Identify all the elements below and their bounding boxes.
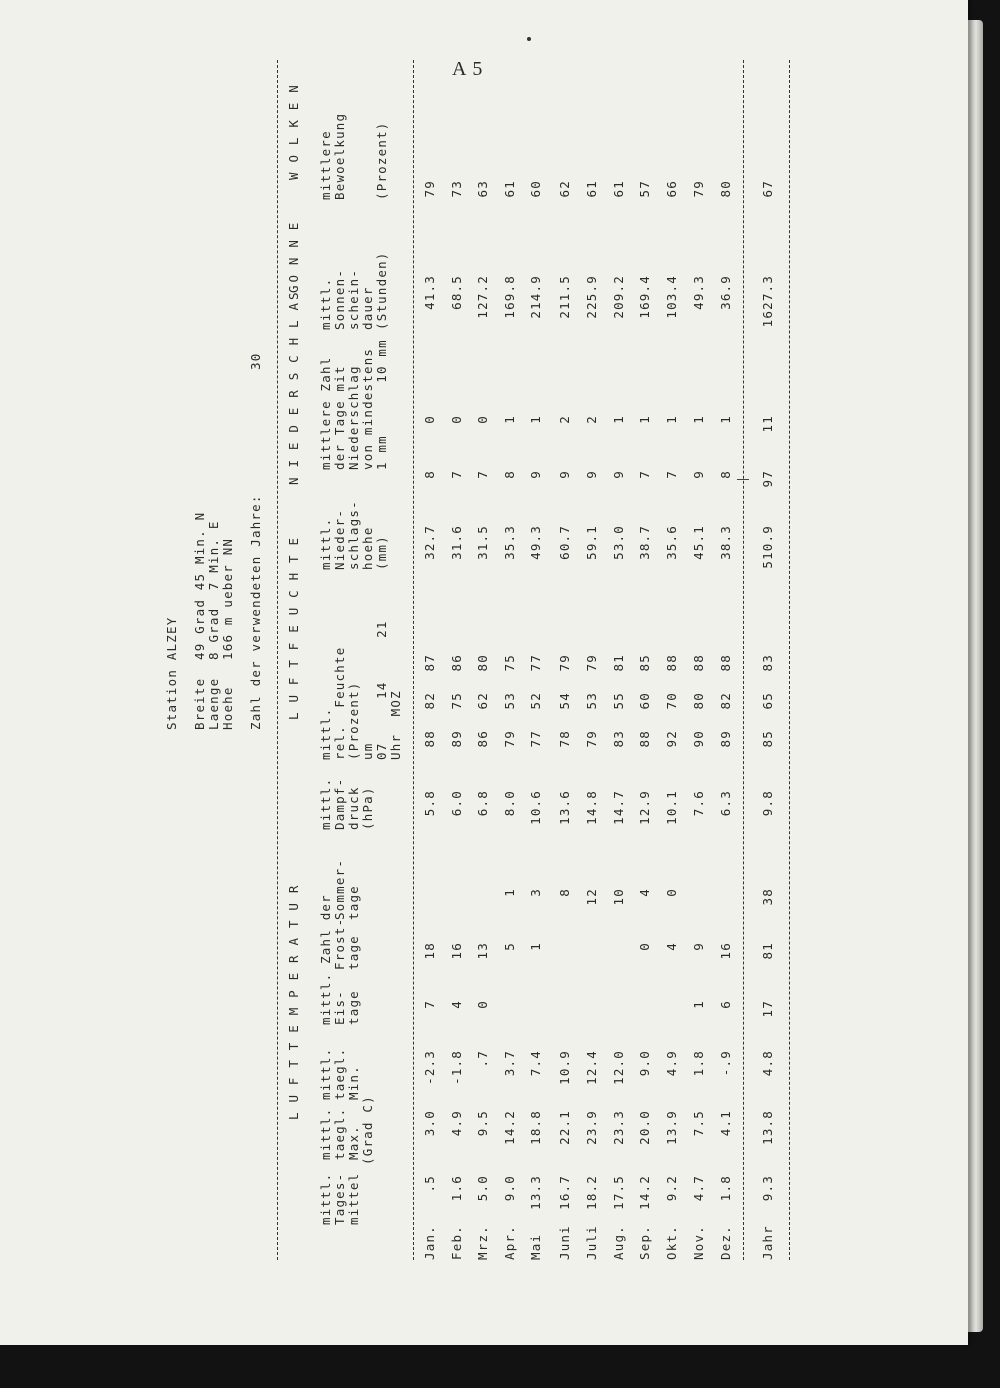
row-dez-tm: 1.8 (718, 1175, 733, 1202)
row-juni-n10: 2 (557, 415, 572, 424)
row-aug-tm: 17.5 (611, 1175, 626, 1210)
row-jan-min: -2.3 (422, 1050, 437, 1085)
row-mrz-sonne: 127.2 (475, 275, 490, 319)
column-header-sonnenschein: (Stunden) (374, 251, 389, 330)
row-nov-f07: 90 (691, 730, 706, 748)
row-mrz-nh: 31.5 (475, 525, 490, 560)
row-okt-n10: 1 (664, 415, 679, 424)
row-aug-f14: 55 (611, 692, 626, 710)
row-mrz-min: .7 (475, 1050, 490, 1068)
row-juli-nh: 59.1 (584, 525, 599, 560)
row-aug-n1: 9 (611, 470, 626, 479)
row-nov-nh: 45.1 (691, 525, 706, 560)
column-header-max: Max. (346, 1125, 361, 1160)
column-header-sonnenschein: Sonnen- (332, 268, 347, 330)
breite-label: Breite (192, 677, 207, 730)
column-header-eistage: tage (346, 990, 361, 1025)
column-header-tagesmittel: mittl. (318, 1172, 333, 1225)
row-nov-eis: 1 (691, 1000, 706, 1009)
row-nov-f21: 88 (691, 654, 706, 672)
row-aug-wolken: 61 (611, 180, 626, 198)
row-feb-min: -1.8 (449, 1050, 464, 1085)
row-jan-n1: 8 (422, 470, 437, 479)
row-nov-f14: 80 (691, 692, 706, 710)
row-juli-min: 12.4 (584, 1050, 599, 1085)
row-jan-dampf: 5.8 (422, 790, 437, 817)
row-mrz-month: Mrz. (475, 1225, 490, 1260)
column-header-sommertage: Sommer- (332, 858, 347, 920)
column-header-frosttage: tage (346, 935, 361, 970)
row-mai-tm: 13.3 (528, 1175, 543, 1210)
row-apr-tm: 9.0 (502, 1175, 517, 1202)
row-juli-dampf: 14.8 (584, 790, 599, 825)
row-apr-month: Apr. (502, 1225, 517, 1260)
column-header-niederschlagshoehe: hoehe (360, 526, 375, 570)
row-mai-n10: 1 (528, 415, 543, 424)
column-header-tage-mit: von mindestens (360, 347, 375, 470)
column-header-sonnenschein: mittl. (318, 277, 333, 330)
row-dez-f21: 88 (718, 654, 733, 672)
row-jan-max: 3.0 (422, 1110, 437, 1137)
row-okt-frost: 4 (664, 942, 679, 951)
column-header-rel-feuchte: (Prozent) (346, 681, 361, 760)
group-niederschlag: N I E D E R S C H L A G (286, 284, 301, 485)
row-nov-month: Nov. (691, 1225, 706, 1260)
row-dez-frost: 16 (718, 942, 733, 960)
row-jan-tm: .5 (422, 1175, 437, 1193)
row-dez-max: 4.1 (718, 1110, 733, 1137)
row-feb-n1: 7 (449, 470, 464, 479)
column-header-hpa: (hPa) (360, 786, 375, 830)
row-mai-frost: 1 (528, 942, 543, 951)
row-sep-sommer: 4 (637, 888, 652, 897)
row-jahr-eis: 17 (760, 1000, 775, 1018)
column-header-prozent: (Prozent) (374, 121, 389, 200)
row-sep-n1: 7 (637, 470, 652, 479)
row-jahr-f07: 85 (760, 730, 775, 748)
row-nov-frost: 9 (691, 942, 706, 951)
station-title: Station ALZEY (164, 616, 179, 730)
row-mrz-wolken: 63 (475, 180, 490, 198)
row-mai-f07: 77 (528, 730, 543, 748)
column-header-min: taegl. (332, 1047, 347, 1100)
row-mai-sommer: 3 (528, 888, 543, 897)
row-dez-f07: 89 (718, 730, 733, 748)
row-jan-sonne: 41.3 (422, 275, 437, 310)
column-header-rel-feuchte: rel. Feuchte (332, 646, 347, 760)
group-lufttemperatur: L U F T T E M P E R A T U R (286, 884, 301, 1120)
row-jahr-dampf: 9.8 (760, 790, 775, 817)
row-juni-f14: 54 (557, 692, 572, 710)
row-jahr-n1: 97 (760, 470, 775, 488)
row-sep-f07: 88 (637, 730, 652, 748)
row-juli-sommer: 12 (584, 888, 599, 906)
hoehe-value: 166 m ueber NN (220, 537, 235, 660)
row-sep-max: 20.0 (637, 1110, 652, 1145)
row-juni-wolken: 62 (557, 180, 572, 198)
row-mrz-n10: 0 (475, 415, 490, 424)
column-header-tage-mit: der Tage mit (332, 365, 347, 470)
row-mai-f14: 52 (528, 692, 543, 710)
row-nov-n10: 1 (691, 415, 706, 424)
column-header-max: mittl. (318, 1107, 333, 1160)
row-feb-f14: 75 (449, 692, 464, 710)
row-sep-nh: 38.7 (637, 525, 652, 560)
row-mrz-f21: 80 (475, 654, 490, 672)
row-juni-dampf: 13.6 (557, 790, 572, 825)
row-jahr-f21: 83 (760, 654, 775, 672)
row-mrz-f14: 62 (475, 692, 490, 710)
row-apr-dampf: 8.0 (502, 790, 517, 817)
row-mai-sonne: 214.9 (528, 275, 543, 319)
row-okt-f14: 70 (664, 692, 679, 710)
row-dez-n10: 1 (718, 415, 733, 424)
row-okt-dampf: 10.1 (664, 790, 679, 825)
row-juli-wolken: 61 (584, 180, 599, 198)
group-luftfeuchte: L U F T F E U C H T E (286, 536, 301, 720)
group-sonne: S O N N E (286, 221, 301, 300)
row-dez-month: Dez. (718, 1225, 733, 1260)
hoehe-label: Hoehe (220, 686, 235, 730)
row-apr-n10: 1 (502, 415, 517, 424)
column-header-frosttage: Frost- (332, 917, 347, 970)
row-sep-month: Sep. (637, 1225, 652, 1260)
row-apr-wolken: 61 (502, 180, 517, 198)
row-jahr-f14: 65 (760, 692, 775, 710)
year-top-rule (743, 60, 744, 1260)
row-feb-max: 4.9 (449, 1110, 464, 1137)
row-mrz-n1: 7 (475, 470, 490, 479)
row-okt-sommer: 0 (664, 888, 679, 897)
column-header-rel-feuchte: um (360, 742, 375, 760)
row-aug-max: 23.3 (611, 1110, 626, 1145)
row-jahr-sommer: 38 (760, 888, 775, 906)
climate-table-rotated (165, 20, 795, 1260)
laenge-label: Laenge (206, 677, 221, 730)
row-jahr-sonne: 1627.3 (760, 275, 775, 328)
column-header-tagesmittel: mittel (346, 1172, 361, 1225)
row-feb-dampf: 6.0 (449, 790, 464, 817)
row-okt-wolken: 66 (664, 180, 679, 198)
column-header-tage-mit: mittlere Zahl (318, 356, 333, 470)
row-nov-max: 7.5 (691, 1110, 706, 1137)
row-mai-dampf: 10.6 (528, 790, 543, 825)
column-header-grad: (Grad C) (360, 1095, 375, 1165)
column-header-bewoelkung: mittlere (318, 130, 333, 200)
row-okt-f07: 92 (664, 730, 679, 748)
row-jahr-max: 13.8 (760, 1110, 775, 1145)
row-dez-eis: 6 (718, 1000, 733, 1009)
row-feb-wolken: 73 (449, 180, 464, 198)
row-juli-max: 23.9 (584, 1110, 599, 1145)
row-juni-f07: 78 (557, 730, 572, 748)
column-header-bewoelkung: Bewoelkung (332, 112, 347, 200)
row-jahr-min: 4.8 (760, 1050, 775, 1077)
row-jan-f14: 82 (422, 692, 437, 710)
row-sep-n10: 1 (637, 415, 652, 424)
column-header-rel-feuchte: 07 14 21 (374, 620, 389, 760)
row-dez-sonne: 36.9 (718, 275, 733, 310)
row-juli-sonne: 225.9 (584, 275, 599, 319)
column-header-niederschlagshoehe: (mm) (374, 535, 389, 570)
row-mrz-frost: 13 (475, 942, 490, 960)
column-header-sonnenschein: dauer (360, 286, 375, 330)
header-top-rule (277, 60, 278, 1260)
row-jan-n10: 0 (422, 415, 437, 424)
column-header-dampfdruck: Dampf- (332, 777, 347, 830)
row-juli-month: Juli (584, 1225, 599, 1260)
row-jahr-wolken: 67 (760, 180, 775, 198)
row-mrz-eis: 0 (475, 1000, 490, 1009)
row-okt-f21: 88 (664, 654, 679, 672)
row-jan-month: Jan. (422, 1225, 437, 1260)
row-sep-sonne: 169.4 (637, 275, 652, 319)
row-feb-eis: 4 (449, 1000, 464, 1009)
column-header-dampfdruck: druck (346, 786, 361, 830)
column-header-zahl-der: mittl. Zahl der (318, 894, 333, 1025)
row-mai-month: Mai (528, 1233, 543, 1260)
row-aug-dampf: 14.7 (611, 790, 626, 825)
row-okt-tm: 9.2 (664, 1175, 679, 1202)
row-feb-month: Feb. (449, 1225, 464, 1260)
column-header-min: Min. (346, 1065, 361, 1100)
jahre-label: Zahl der verwendeten Jahre: (248, 494, 263, 730)
row-okt-month: Okt. (664, 1225, 679, 1260)
row-apr-f21: 75 (502, 654, 517, 672)
row-aug-f21: 81 (611, 654, 626, 672)
row-sep-f21: 85 (637, 654, 652, 672)
column-header-tage-mit: 1 mm 10 mm (374, 339, 389, 470)
row-juli-n1: 9 (584, 470, 599, 479)
row-feb-n10: 0 (449, 415, 464, 424)
column-header-rel-feuchte: Uhr MOZ (388, 690, 403, 760)
column-header-eistage: Eis- (332, 990, 347, 1025)
row-apr-n1: 8 (502, 470, 517, 479)
row-juni-sommer: 8 (557, 888, 572, 897)
row-nov-wolken: 79 (691, 180, 706, 198)
row-dez-nh: 38.3 (718, 525, 733, 560)
row-mrz-dampf: 6.8 (475, 790, 490, 817)
row-dez-f14: 82 (718, 692, 733, 710)
row-feb-f07: 89 (449, 730, 464, 748)
row-dez-min: -.9 (718, 1050, 733, 1077)
row-mrz-f07: 86 (475, 730, 490, 748)
row-sep-f14: 60 (637, 692, 652, 710)
row-apr-nh: 35.3 (502, 525, 517, 560)
row-sep-wolken: 57 (637, 180, 652, 198)
column-header-tagesmittel: Tages- (332, 1172, 347, 1225)
column-header-dampfdruck: mittl. (318, 777, 333, 830)
row-juni-month: Juni (557, 1225, 572, 1260)
row-juni-min: 10.9 (557, 1050, 572, 1085)
row-apr-frost: 5 (502, 942, 517, 951)
row-nov-sonne: 49.3 (691, 275, 706, 310)
row-feb-tm: 1.6 (449, 1175, 464, 1202)
row-nov-n1: 9 (691, 470, 706, 479)
row-juni-f21: 79 (557, 654, 572, 672)
row-apr-f07: 79 (502, 730, 517, 748)
column-header-sonnenschein: schein- (346, 268, 361, 330)
row-aug-sommer: 10 (611, 888, 626, 906)
row-nov-tm: 4.7 (691, 1175, 706, 1202)
row-jahr-month: Jahr (760, 1225, 775, 1260)
row-feb-frost: 16 (449, 942, 464, 960)
row-sep-frost: 0 (637, 942, 652, 951)
row-juni-n1: 9 (557, 470, 572, 479)
row-juni-max: 22.1 (557, 1110, 572, 1145)
column-header-max: taegl. (332, 1107, 347, 1160)
row-apr-sonne: 169.8 (502, 275, 517, 319)
row-mai-n1: 9 (528, 470, 543, 479)
row-jan-f21: 87 (422, 654, 437, 672)
group-wolken: W O L K E N (286, 84, 301, 180)
row-feb-nh: 31.6 (449, 525, 464, 560)
page-number: A 5 (452, 58, 484, 80)
tick-rule (737, 479, 749, 480)
row-aug-n10: 1 (611, 415, 626, 424)
row-sep-dampf: 12.9 (637, 790, 652, 825)
header-bottom-rule (413, 60, 414, 1260)
breite-value: 49 Grad 45 Min. N (192, 511, 207, 660)
column-header-tage-mit: Niederschlag (346, 365, 361, 470)
row-dez-wolken: 80 (718, 180, 733, 198)
column-header-min: mittl. (318, 1047, 333, 1100)
row-jan-eis: 7 (422, 1000, 437, 1009)
column-header-niederschlagshoehe: Nieder- (332, 508, 347, 570)
row-apr-sommer: 1 (502, 888, 517, 897)
row-jan-nh: 32.7 (422, 525, 437, 560)
row-aug-f07: 83 (611, 730, 626, 748)
row-juni-nh: 60.7 (557, 525, 572, 560)
row-aug-sonne: 209.2 (611, 275, 626, 319)
row-feb-f21: 86 (449, 654, 464, 672)
row-jahr-nh: 510.9 (760, 525, 775, 569)
row-okt-n1: 7 (664, 470, 679, 479)
column-header-sommertage: tage (346, 885, 361, 920)
row-feb-sonne: 68.5 (449, 275, 464, 310)
row-jan-frost: 18 (422, 942, 437, 960)
row-mai-wolken: 60 (528, 180, 543, 198)
row-okt-min: 4.9 (664, 1050, 679, 1077)
row-nov-dampf: 7.6 (691, 790, 706, 817)
column-header-rel-feuchte: mittl. (318, 707, 333, 760)
column-header-niederschlagshoehe: schlags- (346, 500, 361, 570)
row-apr-max: 14.2 (502, 1110, 517, 1145)
row-juni-tm: 16.7 (557, 1175, 572, 1210)
row-aug-min: 12.0 (611, 1050, 626, 1085)
row-mrz-max: 9.5 (475, 1110, 490, 1137)
row-jahr-tm: 9.3 (760, 1175, 775, 1202)
row-okt-sonne: 103.4 (664, 275, 679, 319)
row-mai-f21: 77 (528, 654, 543, 672)
row-juli-f07: 79 (584, 730, 599, 748)
row-sep-tm: 14.2 (637, 1175, 652, 1210)
row-nov-min: 1.8 (691, 1050, 706, 1077)
row-juli-tm: 18.2 (584, 1175, 599, 1210)
row-apr-min: 3.7 (502, 1050, 517, 1077)
row-mai-min: 7.4 (528, 1050, 543, 1077)
row-okt-max: 13.9 (664, 1110, 679, 1145)
row-jan-wolken: 79 (422, 180, 437, 198)
year-bottom-rule (789, 60, 790, 1260)
row-jan-f07: 88 (422, 730, 437, 748)
row-jahr-n10: 11 (760, 415, 775, 433)
row-dez-n1: 8 (718, 470, 733, 479)
row-apr-f14: 53 (502, 692, 517, 710)
row-juni-sonne: 211.5 (557, 275, 572, 319)
jahre-value: 30 (248, 352, 263, 370)
laenge-value: 8 Grad 7 Min. E (206, 520, 221, 660)
row-juli-n10: 2 (584, 415, 599, 424)
row-aug-month: Aug. (611, 1225, 626, 1260)
row-okt-nh: 35.6 (664, 525, 679, 560)
row-mai-nh: 49.3 (528, 525, 543, 560)
row-dez-dampf: 6.3 (718, 790, 733, 817)
row-mrz-tm: 5.0 (475, 1175, 490, 1202)
row-juli-f14: 53 (584, 692, 599, 710)
row-juli-f21: 79 (584, 654, 599, 672)
row-sep-min: 9.0 (637, 1050, 652, 1077)
row-mai-max: 18.8 (528, 1110, 543, 1145)
column-header-niederschlagshoehe: mittl. (318, 517, 333, 570)
row-jahr-frost: 81 (760, 942, 775, 960)
row-aug-nh: 53.0 (611, 525, 626, 560)
